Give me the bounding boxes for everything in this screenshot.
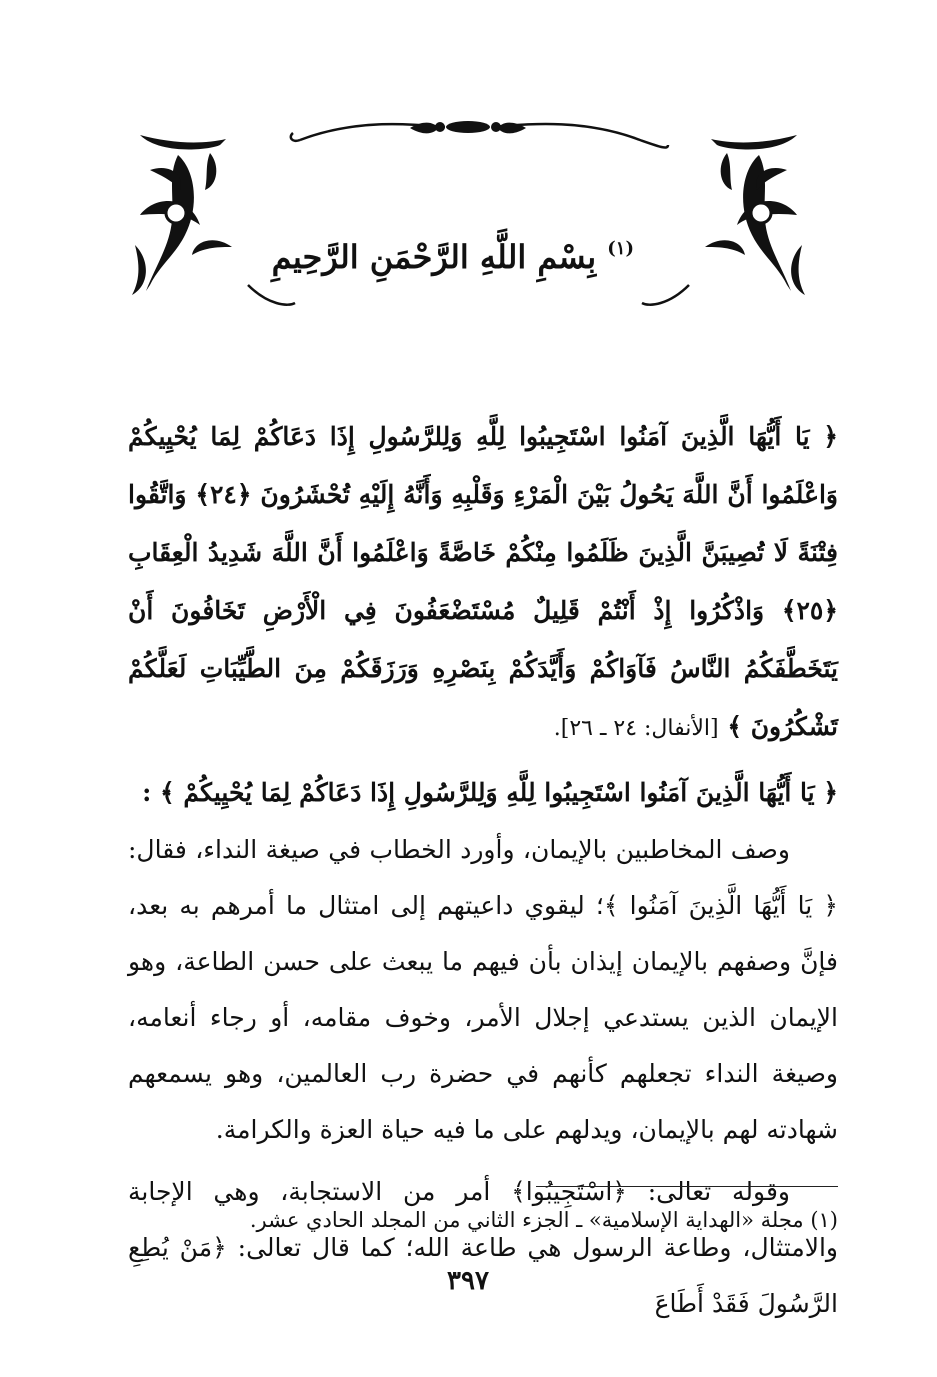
quran-verses: ﴿ يَا أَيُّهَا الَّذِينَ آمَنُوا اسْتَجِيبُوا لِلَّهِ وَلِلرَّسُولِ إِذَا دَعَاكُمْ لِمَا يُحْيِيكُمْ وَاعْلَمُوا أَنَّ اللَّهَ يَحُولُ بَيْنَ الْمَرْءِ وَقَلْبِهِ وَأَنَّهُ إِلَيْهِ تُحْشَرُونَ ﴿٢٤﴾ وَاتَّقُوا فِتْنَةً لَا تُصِيبَنَّ الَّذِينَ ظَلَمُوا مِنْكُمْ خَاصَّةً وَاعْلَمُوا أَنَّ اللَّهَ شَدِيدُ الْعِقَابِ ﴿٢٥﴾ وَاذْكُرُوا إِذْ أَنْتُمْ قَلِيلٌ مُسْتَضْعَفُونَ فِي الْأَرْضِ تَخَافُونَ أَنْ يَتَخَطَّفَكُمُ النَّاسُ فَآوَاكُمْ وَأَيَّدَكُمْ بِنَصْرِهِ وَرَزَقَكُمْ مِنَ الطَّيِّبَاتِ لَعَلَّكُمْ تَشْكُرُونَ ﴾ — [128, 422, 838, 741]
footnote-marker: (١) — [607, 238, 634, 259]
header-ornament — [0, 95, 937, 325]
footnote: (١) مجلة «الهداية الإسلامية» ـ الجزء الثاني من المجلد الحادي عشر. — [249, 1208, 838, 1232]
main-body — [128, 408, 838, 1332]
paragraph-1: وصف المخاطبين بالإيمان، وأورد الخطاب في صيغة النداء، فقال: ﴿ يَا أَيُّهَا الَّذِينَ آمَنُوا ﴾؛ ليقوي داعيتهم إلى امتثال ما أمرهم به بعد، فإنَّ وصفهم بالإيمان إيذان بأن فيهم ما يبعث على حسن الطاعة، وهو الإيمان الذين يستدعي إجلال الأمر، وخوف مقامه، أو رجاء أنعامه، وصيغة النداء تجعلهم كأنهم في حضرة رب العالمين، وهو يسمعهم شهادته لهم بالإيمان، ويدلهم على ما فيه حياة العزة والكرامة. — [128, 835, 838, 1144]
quran-verse-block — [128, 408, 838, 758]
footnote-separator — [536, 1186, 838, 1187]
basmala-heading — [271, 238, 640, 276]
basmala-text: بِسْمِ اللَّهِ الرَّحْمَنِ الرَّحِيمِ — [271, 238, 597, 276]
paragraph-2: وقوله تعالى: ﴿اسْتَجِيبُوا﴾ أمر من الاستجابة، وهي الإجابة والامتثال، وطاعة الرسول هي طاعة الله؛ كما قال تعالى: ﴿مَنْ يُطِعِ الرَّسُولَ فَقَدْ أَطَاعَ — [128, 1177, 838, 1318]
verse-heading: ﴿ يَا أَيُّهَا الَّذِينَ آمَنُوا اسْتَجِيبُوا لِلَّهِ وَلِلرَّسُولِ إِذَا دَعَاكُمْ لِمَا يُحْيِيكُمْ ﴾ : — [142, 778, 838, 807]
verse-reference: [الأنفال: ٢٤ ـ ٢٦]. — [553, 716, 719, 741]
page-number: ٣٩٧ — [447, 1266, 489, 1296]
